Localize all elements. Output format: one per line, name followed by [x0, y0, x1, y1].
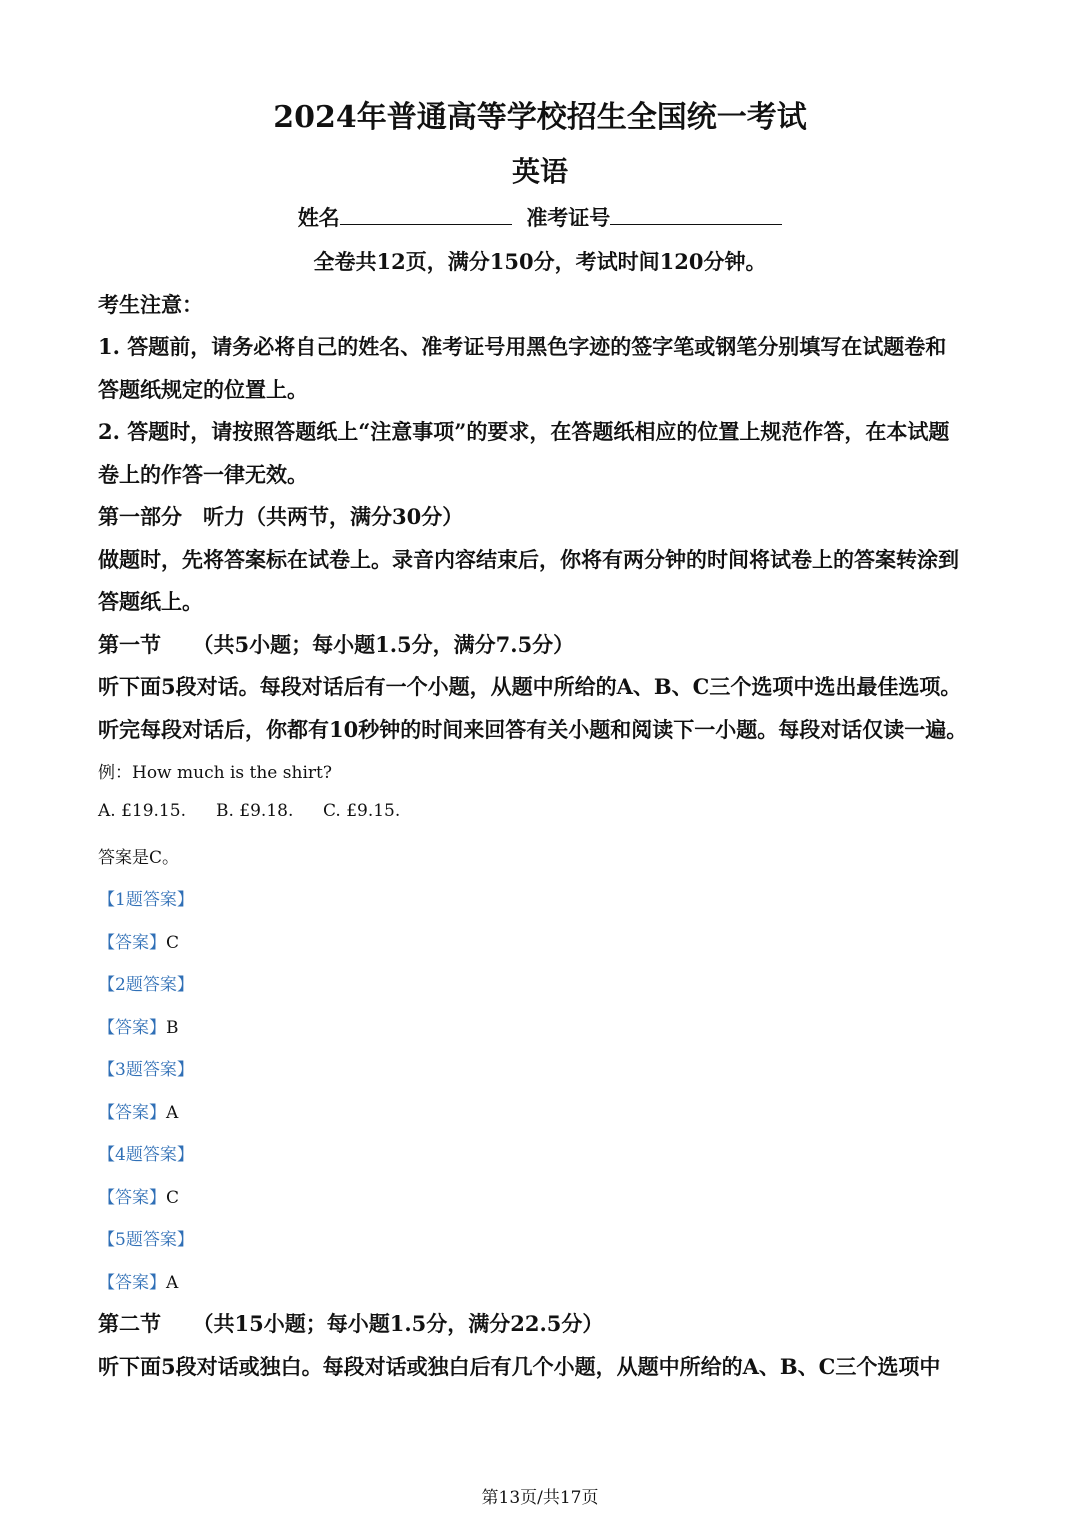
section1-heading: 第一节 （共5小题；每小题1.5分，满分7.5分）	[98, 632, 575, 657]
exam-title: 2024年普通高等学校招生全国统一考试	[273, 100, 807, 135]
answer-5	[98, 1268, 178, 1293]
notice-item-1-line-2: 答题纸规定的位置上。	[98, 377, 308, 402]
answer-title-2: 【2题答案】	[98, 975, 194, 995]
answer-label: 【答案】	[98, 1188, 166, 1208]
section2-instr-line-1: 听下面5段对话或独白。每段对话或独白后有几个小题，从题中所给的A、B、C三个选项中	[98, 1354, 941, 1379]
part1-heading: 第一部分 听力（共两节，满分30分）	[98, 504, 464, 529]
answer-label: 【答案】	[98, 1018, 166, 1038]
answer-value: B	[166, 1018, 179, 1038]
answer-title-4: 【4题答案】	[98, 1145, 194, 1165]
answer-3	[98, 1098, 178, 1123]
answer-title-3: 【3题答案】	[98, 1060, 194, 1080]
example-question: 例：How much is the shirt?	[98, 763, 332, 783]
example-answer: 答案是C。	[98, 848, 180, 868]
answer-value: C	[166, 933, 180, 953]
answer-label: 【答案】	[98, 1273, 166, 1293]
id-label: 准考证号	[526, 205, 611, 230]
part1-intro-line-2: 答题纸上。	[98, 589, 203, 614]
example-option-c: C. £9.15.	[323, 801, 401, 821]
name-label: 姓名	[297, 205, 340, 230]
page-footer: 第13页/共17页	[481, 1488, 599, 1508]
answer-value: A	[166, 1103, 179, 1123]
notice-item-2-line-1: 2. 答题时，请按照答题纸上“注意事项”的要求，在答题纸相应的位置上规范作答，在本试题	[98, 419, 950, 444]
id-blank	[610, 204, 782, 225]
notice-item-2-line-2: 卷上的作答一律无效。	[98, 462, 308, 487]
notice-heading: 考生注意：	[98, 292, 203, 317]
answer-4	[98, 1183, 179, 1208]
answer-2	[98, 1013, 179, 1038]
answer-label: 【答案】	[98, 1103, 166, 1123]
name-blank	[340, 204, 512, 225]
subject-title: 英语	[511, 155, 568, 188]
answer-value: C	[166, 1188, 180, 1208]
part1-intro-line-1: 做题时，先将答案标在试卷上。录音内容结束后，你将有两分钟的时间将试卷上的答案转涂到	[98, 547, 959, 572]
answer-1	[98, 928, 179, 953]
answer-title-5: 【5题答案】	[98, 1230, 194, 1250]
section2-heading: 第二节 （共15小题；每小题1.5分，满分22.5分）	[98, 1311, 604, 1336]
answer-title-1: 【1题答案】	[98, 890, 194, 910]
section1-instr-line-2: 听完每段对话后，你都有10秒钟的时间来回答有关小题和阅读下一小题。每段对话仅读一遍。	[98, 717, 968, 742]
notice-item-1-line-1: 1. 答题前，请务必将自己的姓名、准考证号用黑色字迹的签字笔或钢笔分别填写在试题卷和	[98, 334, 947, 359]
candidate-fields	[0, 202, 1080, 232]
exam-info: 全卷共12页，满分150分，考试时间120分钟。	[313, 249, 767, 274]
example-option-a: A. £19.15.	[98, 801, 186, 821]
answer-label: 【答案】	[98, 933, 166, 953]
answer-value: A	[166, 1273, 179, 1293]
section1-instr-line-1: 听下面5段对话。每段对话后有一个小题，从题中所给的A、B、C三个选项中选出最佳选项。	[98, 674, 962, 699]
example-option-b: B. £9.18.	[216, 801, 294, 821]
